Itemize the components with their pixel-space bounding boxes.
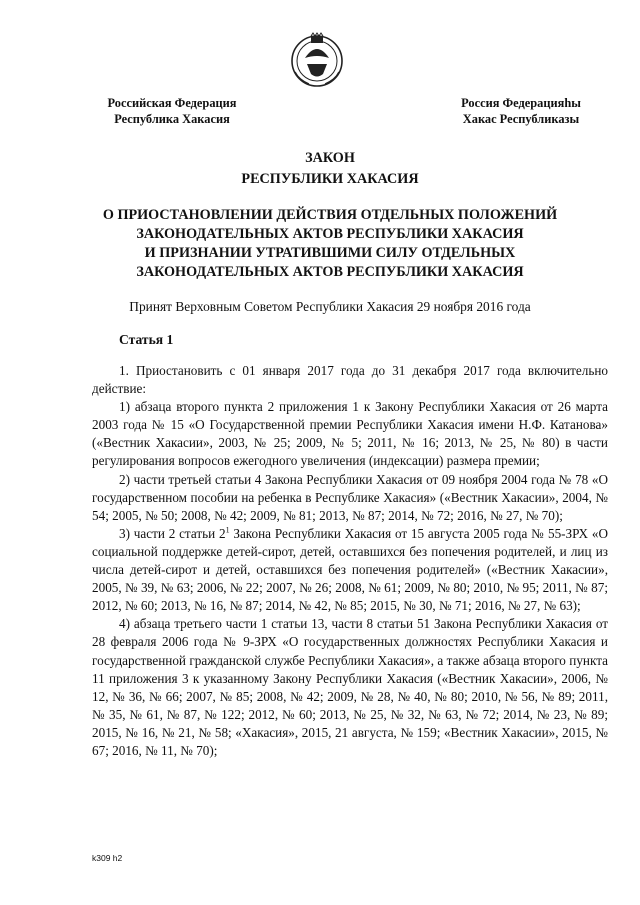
- paragraph-3: 2) части третьей статьи 4 Закона Республики Хакасия от 09 ноября 2004 года № 78 «О государственном пособии на ребенка в Республике Хакасия» («Вестник Хакасии», 2004, № 54; 2005, № 50; 2008, № 42; 2009, № 81; 2013, № 87; 2014, № 72; 2016, № 27, № 70);: [92, 471, 608, 523]
- header-right-line1: Россия Федерацияhы: [461, 96, 581, 110]
- subject-line3: И ПРИЗНАНИИ УТРАТИВШИМИ СИЛУ ОТДЕЛЬНЫХ: [144, 245, 516, 261]
- paragraph-4-rest: Закона Республики Хакасия от 15 августа 2005 года № 55-ЗРХ «О социальной поддержке детей-сирот, детей, оставшихся без попечения родителей, и лиц из числа детей-сирот и детей, оставшихся без попечения родителей» («Вестник Хакасии», 2005, № 39, № 63; 2006, № 22; 2007, № 26; 2008, № 61; 2009, № 80; 2010, № 95; 2011, № 87; 2012, № 60; 2013, № 16, № 87; 2014, № 42, № 85; 2015, № 30, № 71; 2016, № 27, № 63);: [92, 525, 608, 614]
- title-line2: РЕСПУБЛИКИ ХАКАСИЯ: [241, 171, 419, 187]
- subject-line2: ЗАКОНОДАТЕЛЬНЫХ АКТОВ РЕСПУБЛИКИ ХАКАСИЯ: [136, 226, 524, 242]
- header-left: [92, 95, 252, 127]
- subject-line4: ЗАКОНОДАТЕЛЬНЫХ АКТОВ РЕСПУБЛИКИ ХАКАСИЯ: [136, 264, 524, 280]
- law-subject: [60, 206, 600, 282]
- header-right: [446, 95, 596, 127]
- article-heading: Статья 1: [119, 332, 174, 347]
- title-line1: ЗАКОН: [305, 150, 355, 166]
- article-body: [92, 362, 608, 760]
- paragraph-4-start: 3) части 2 статьи 2: [119, 525, 226, 541]
- paragraph-5: 4) абзаца третьего части 1 статьи 13, части 8 статьи 51 Закона Республики Хакасия от 28 февраля 2006 года № 9-ЗРХ «О государственных должностях Республики Хакасия и государственной гражданской службе Республики Хакасия», а также абзаца второго пункта 11 приложения 3 к указанному Закону Республики Хакасия («Вестник Хакасии», 2006, № 12, № 36, № 66; 2007, № 85; 2008, № 42; 2009, № 28, № 40, № 80; 2010, № 56, № 89; 2011, № 35, № 61, № 87, № 122; 2012, № 60; 2013, № 25, № 32, № 63, № 72; 2014, № 23, № 89; 2015, № 16, № 21, № 58; «Хакасия», 2015, 21 августа, № 159; «Вестник Хакасии», 2015, № 67; 2016, № 11, № 70);: [92, 616, 608, 758]
- header-right-line2: Хакас Республиказы: [462, 112, 580, 126]
- paragraph-4: [92, 525, 608, 615]
- paragraph-1: 1. Приостановить с 01 января 2017 года до 31 декабря 2017 года включительно действие:: [92, 363, 608, 397]
- paragraph-2: 1) абзаца второго пункта 2 приложения 1 к Закону Республики Хакасия от 26 марта 2003 года № 15 «О Государственной премии Республики Хакасия имени Н.Ф. Катанова» («Вестник Хакасии», 2003, № 25; 2009, № 5; 2011, № 16; 2013, № 25, № 80) в части регулирования вопросов ежегодного увеличения (индексации) размера премии;: [92, 399, 608, 469]
- paragraph-4-superscript: 1: [225, 525, 230, 535]
- header-left-line1: Российская Федерация: [107, 96, 237, 110]
- law-title: [60, 148, 600, 190]
- header-left-line2: Республика Хакасия: [114, 112, 230, 126]
- adoption-note: Принят Верховным Советом Республики Хакасия 29 ноября 2016 года: [129, 299, 531, 314]
- coat-of-arms-icon: [289, 32, 345, 88]
- footer-code: k309 h2: [92, 853, 123, 863]
- subject-line1: О ПРИОСТАНОВЛЕНИИ ДЕЙСТВИЯ ОТДЕЛЬНЫХ ПОЛОЖЕНИЙ: [102, 207, 558, 223]
